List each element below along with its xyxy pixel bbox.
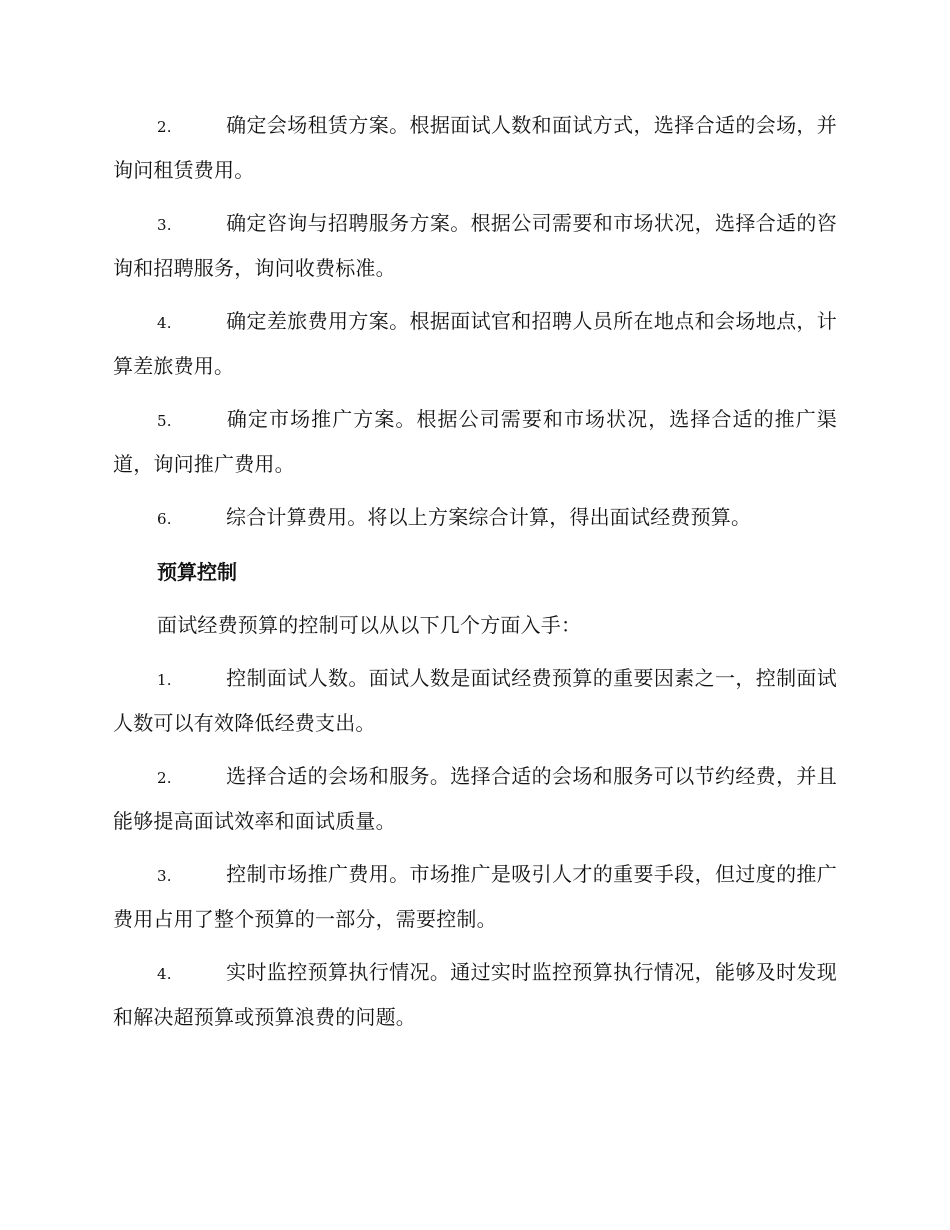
list-item xyxy=(113,657,837,745)
list-number: 2. xyxy=(157,769,172,787)
list-text: 确定差旅费用方案。根据面试官和招聘人员所在地点和会场地点，计算差旅费用。 xyxy=(113,309,837,378)
list-item xyxy=(113,104,837,192)
list-item xyxy=(113,755,837,843)
list-text: 综合计算费用。将以上方案综合计算，得出面试经费预算。 xyxy=(226,505,752,529)
section-intro: 面试经费预算的控制可以从以下几个方面入手： xyxy=(157,613,582,637)
list-text: 确定会场租赁方案。根据面试人数和面试方式，选择合适的会场，并询问租赁费用。 xyxy=(113,113,837,182)
list-item xyxy=(113,202,837,290)
list-number: 4. xyxy=(157,965,172,983)
list-item xyxy=(113,300,837,388)
list-text: 选择合适的会场和服务。选择合适的会场和服务可以节约经费，并且能够提高面试效率和面试质量。 xyxy=(113,764,837,833)
list-text: 确定咨询与招聘服务方案。根据公司需要和市场状况，选择合适的咨询和招聘服务，询问收费标准。 xyxy=(113,211,837,280)
list-number: 3. xyxy=(157,867,172,885)
list-item xyxy=(113,951,837,1039)
section-heading: 预算控制 xyxy=(157,560,237,584)
list-number: 4. xyxy=(157,314,172,332)
list-text: 控制市场推广费用。市场推广是吸引人才的重要手段，但过度的推广费用占用了整个预算的一部分，需要控制。 xyxy=(113,862,837,931)
list-text: 实时监控预算执行情况。通过实时监控预算执行情况，能够及时发现和解决超预算或预算浪费的问题。 xyxy=(113,960,837,1029)
list-text: 控制面试人数。面试人数是面试经费预算的重要因素之一，控制面试人数可以有效降低经费支出。 xyxy=(113,666,837,735)
list-number: 5. xyxy=(157,412,172,430)
list-number: 6. xyxy=(157,510,172,528)
list-text: 确定市场推广方案。根据公司需要和市场状况，选择合适的推广渠道，询问推广费用。 xyxy=(113,407,837,476)
list-item xyxy=(113,398,837,486)
list-number: 3. xyxy=(157,216,172,234)
document-body xyxy=(113,104,837,1049)
list-item xyxy=(113,496,837,541)
list-number: 1. xyxy=(157,671,172,689)
list-item xyxy=(113,853,837,941)
list-number: 2. xyxy=(157,118,172,136)
